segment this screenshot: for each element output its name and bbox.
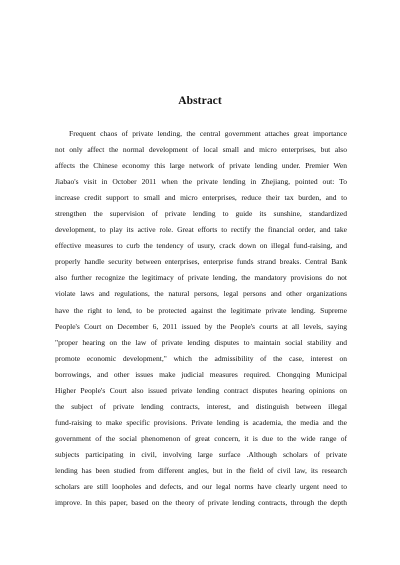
- text-line: lending has been studied from different angles, but in the field of civil law, its research: [55, 465, 347, 475]
- abstract-heading: Abstract: [178, 95, 222, 107]
- text-line: affects the Chinese economy this large network of private lending under. Premier Wen: [55, 161, 347, 171]
- text-line: Jiabao's visit in October 2011 when the private lending in Zhejiang, pointed out: To: [55, 177, 347, 187]
- text-line: promote economic development," which the admissibility of the case, interest on: [55, 353, 347, 363]
- abstract-body: [55, 126, 347, 511]
- text-line: scholars are still loopholes and defects, and our legal norms have clearly urgent need to: [55, 482, 347, 492]
- text-line: increase credit support to small and micro enterprises, reduce their tax burden, and to: [55, 193, 347, 203]
- text-line: borrowings, and other issues make judicial measures required. Chongqing Municipal: [55, 369, 347, 379]
- text-line: development, to play its active role. Great efforts to rectify the financial order, and take: [55, 225, 347, 235]
- text-line: also further recognize the legitimacy of private lending, the mandatory provisions do not: [55, 273, 347, 283]
- text-line: government of the social phenomenon of great concern, it is due to the wide range of: [55, 433, 347, 443]
- text-line: improve. In this paper, based on the theory of private lending contracts, through the depth: [55, 498, 347, 508]
- text-line: violate laws and regulations, the natural persons, legal persons and other organizations: [55, 289, 347, 299]
- text-line: not only affect the normal development of local small and micro enterprises, but also: [55, 145, 347, 155]
- text-line: People's Court on December 6, 2011 issued by the People's courts at all levels, saying: [55, 321, 347, 331]
- text-line: effective measures to curb the tendency of usury, crack down on illegal fund-raising, and: [55, 241, 347, 251]
- text-line: subjects participating in civil, involving large surface .Although scholars of private: [55, 449, 347, 459]
- text-line: strengthen the supervision of private lending to guide its sunshine, standardized: [55, 209, 347, 219]
- text-line: properly handle security between enterprises, enterprise funds strand breaks. Central Bank: [55, 257, 347, 267]
- text-line: the subject of private lending contracts, interest, and distinguish between illegal: [55, 401, 347, 411]
- text-line: have the right to lend, to be protected against the legitimate private lending. Supreme: [55, 305, 347, 315]
- text-line: Higher People's Court also issued private lending contract disputes hearing opinions on: [55, 385, 347, 395]
- text-line: "proper hearing on the law of private lending disputes to maintain social stability and: [55, 337, 347, 347]
- text-line: Frequent chaos of private lending, the central government attaches great importance: [69, 129, 347, 138]
- text-line: fund-raising to make specific provisions. Private lending is academia, the media and the: [55, 417, 347, 427]
